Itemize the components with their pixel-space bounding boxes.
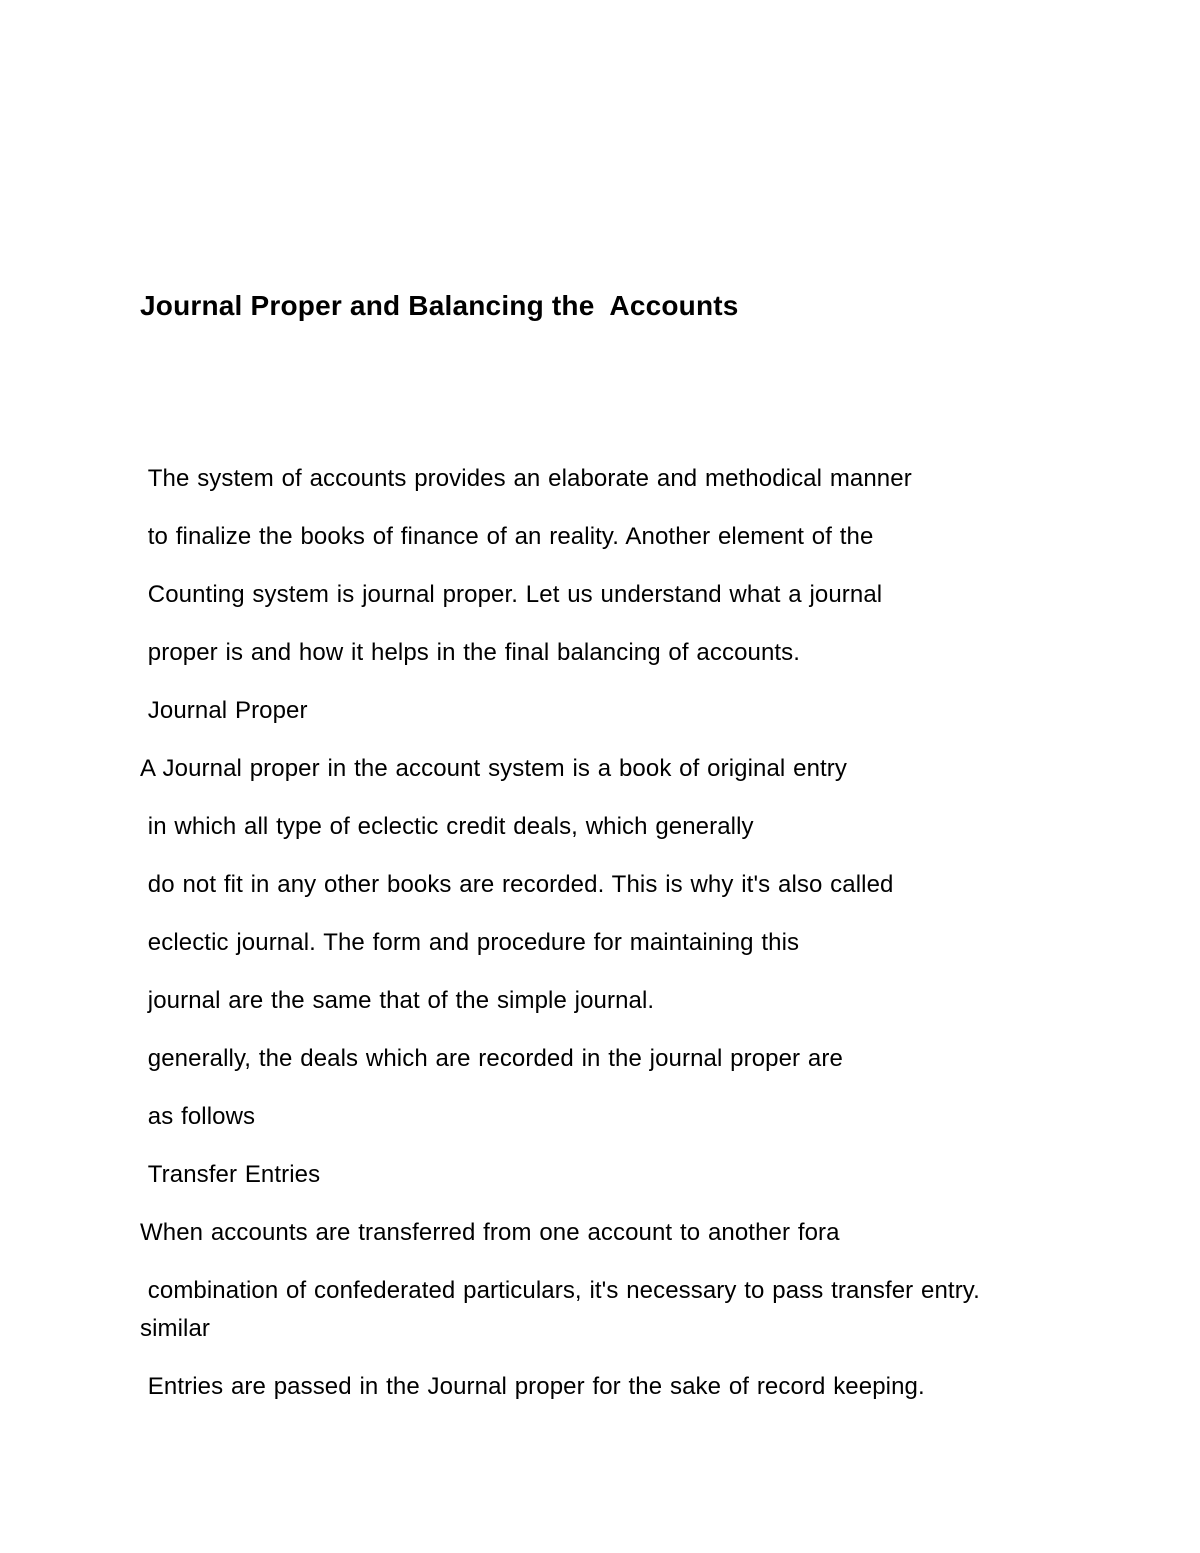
paragraph (140, 1098, 1110, 1136)
page-title: Journal Proper and Balancing the Accounts (140, 290, 739, 321)
paragraph (140, 924, 1110, 962)
paragraph-line: Transfer Entries (140, 1161, 321, 1188)
paragraph-line: Journal Proper (140, 697, 308, 724)
paragraph-line: do not fit in any other books are recorded. This is why it's also called (140, 871, 894, 898)
paragraph (140, 1214, 1110, 1252)
paragraph (140, 1156, 1110, 1194)
paragraph-line: eclectic journal. The form and procedure for maintaining this (140, 929, 800, 956)
paragraph-line: Entries are passed in the Journal proper for the sake of record keeping. (140, 1373, 925, 1400)
paragraph (140, 1368, 1110, 1406)
paragraph-line: similar (140, 1315, 211, 1342)
paragraph-line: proper is and how it helps in the final balancing of accounts. (140, 639, 801, 666)
paragraph-line: in which all type of eclectic credit deals, which generally (140, 813, 754, 840)
paragraph-line: The system of accounts provides an elaborate and methodical manner (140, 465, 912, 492)
paragraph (140, 634, 1110, 672)
paragraph (140, 576, 1110, 614)
paragraph (140, 460, 1110, 498)
paragraph-line: combination of confederated particulars, it's necessary to pass transfer entry. (140, 1277, 980, 1304)
paragraph-line: When accounts are transferred from one account to another fora (140, 1219, 840, 1246)
paragraph (140, 808, 1110, 846)
paragraph-line: generally, the deals which are recorded in the journal proper are (140, 1045, 843, 1072)
paragraph (140, 866, 1110, 904)
paragraph-line: A Journal proper in the account system is a book of original entry (140, 755, 847, 782)
paragraph (140, 982, 1110, 1020)
paragraph (140, 750, 1110, 788)
paragraph (140, 518, 1110, 556)
paragraph-line: as follows (140, 1103, 256, 1130)
paragraph (140, 1040, 1110, 1078)
paragraph-line: Counting system is journal proper. Let us understand what a journal (140, 581, 883, 608)
document-body (140, 460, 1110, 1406)
paragraph-line: to finalize the books of finance of an reality. Another element of the (140, 523, 874, 550)
paragraph (140, 1272, 1110, 1348)
paragraph (140, 692, 1110, 730)
paragraph-line: journal are the same that of the simple journal. (140, 987, 655, 1014)
